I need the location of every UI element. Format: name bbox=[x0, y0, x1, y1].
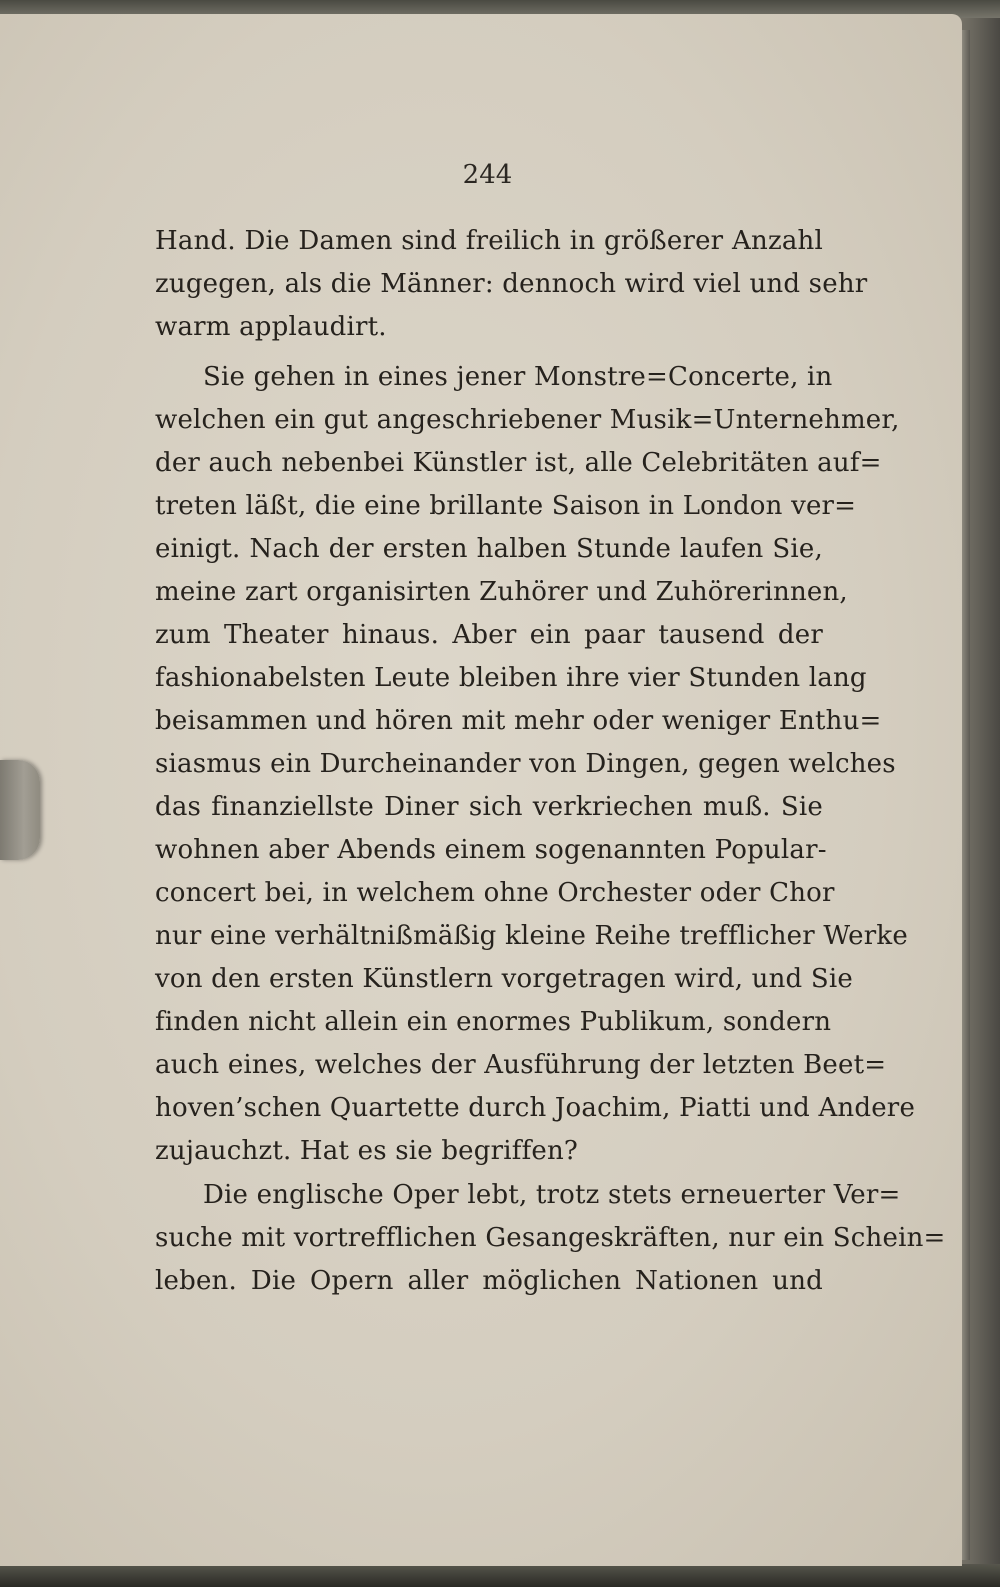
text-line: nur eine verhältnißmäßig kleine Reihe trefflicher Werke bbox=[155, 921, 908, 951]
text-line: leben. Die Opern aller möglichen Nationen und bbox=[155, 1266, 823, 1296]
text-line: finden nicht allein ein enormes Publikum, sondern bbox=[155, 1007, 832, 1037]
page-number: 244 bbox=[462, 160, 513, 190]
text-line: treten läßt, die eine brillante Saison in London ver= bbox=[155, 491, 857, 521]
text-line: beisammen und hören mit mehr oder weniger Enthu= bbox=[155, 706, 882, 736]
text-line: zugegen, als die Männer: dennoch wird viel und sehr bbox=[155, 269, 868, 299]
text-line: Die englische Oper lebt, trotz stets erneuerter Ver= bbox=[203, 1180, 901, 1210]
text-line: einigt. Nach der ersten halben Stunde laufen Sie, bbox=[155, 534, 823, 564]
text-line: zujauchzt. Hat es sie begriffen? bbox=[155, 1136, 579, 1166]
text-line: hoven’schen Quartette durch Joachim, Piatti und Andere bbox=[155, 1093, 916, 1123]
text-line: meine zart organisirten Zuhörer und Zuhörerinnen, bbox=[155, 577, 848, 607]
text-line: zum Theater hinaus. Aber ein paar tausend der bbox=[155, 620, 823, 650]
text-line: fashionabelsten Leute bleiben ihre vier Stunden lang bbox=[155, 663, 867, 693]
text-line: das finanziellste Diner sich verkriechen muß. Sie bbox=[155, 792, 823, 822]
page-clip bbox=[0, 760, 40, 860]
text-line: von den ersten Künstlern vorgetragen wird, und Sie bbox=[155, 964, 853, 994]
page-gutter-edge bbox=[962, 30, 970, 1560]
text-line: Sie gehen in eines jener Monstre=Concerte, in bbox=[203, 362, 833, 392]
text-line: warm applaudirt. bbox=[155, 312, 387, 342]
text-line: der auch nebenbei Künstler ist, alle Celebritäten auf= bbox=[155, 448, 882, 478]
text-line: Hand. Die Damen sind freilich in größerer Anzahl bbox=[155, 226, 823, 256]
text-line: auch eines, welches der Ausführung der letzten Beet= bbox=[155, 1050, 887, 1080]
text-line: concert bei, in welchem ohne Orchester oder Chor bbox=[155, 878, 835, 908]
text-line: wohnen aber Abends einem sogenannten Popular- bbox=[155, 835, 827, 865]
text-line: siasmus ein Durcheinander von Dingen, gegen welches bbox=[155, 749, 896, 779]
text-line: suche mit vortrefflichen Gesangeskräften, nur ein Schein= bbox=[155, 1223, 946, 1253]
text-line: welchen ein gut angeschriebener Musik=Unternehmer, bbox=[155, 405, 900, 435]
